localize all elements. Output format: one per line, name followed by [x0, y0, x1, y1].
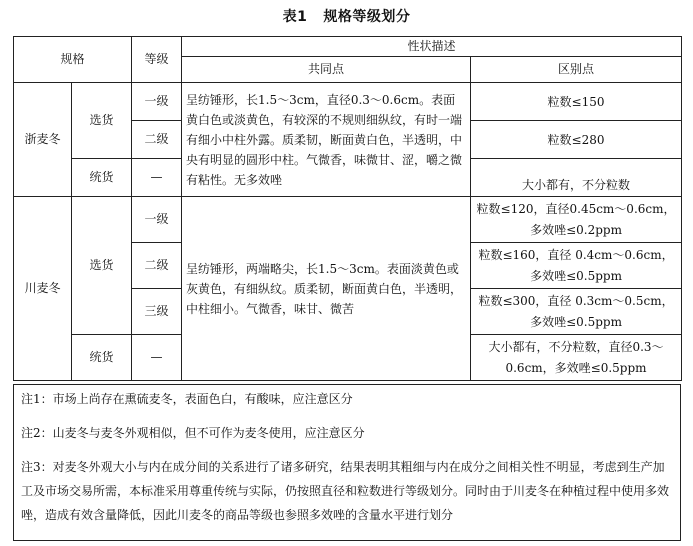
chuan-grade-2: 二级: [132, 243, 182, 289]
chuan-unsorted: 统货: [72, 335, 132, 381]
header-diff: 区别点: [471, 57, 682, 83]
note-3: 注3：对麦冬外观大小与内在成分间的关系进行了诸多研究，结果表明其粗细与内在成分之间相关性不明显，考虑到生产加工及市场交易所需，本标准采用尊重传统与实际，仍按照直径和粒数进行等级划分。同时由于川麦冬在种植过程中使用多效唑，造成有效含量降低，因此川麦冬的商品等级也参照多效唑的含量水平进行划分: [21, 460, 670, 522]
chuan-diff-2: 粒数≤160，直径 0.4cm～0.6cm，多效唑≤0.5ppm: [471, 243, 682, 289]
header-row-1: [14, 37, 682, 57]
zhe-grade-2: 二级: [132, 121, 182, 159]
chuan-grade-1: 一级: [132, 197, 182, 243]
chuan-common-traits: 呈纺锤形，两端略尖，长1.5～3cm。表面淡黄色或灰黄色，有细纵纹。质柔韧，断面黄白色，半透明，中柱细小。气微香，味甘、微苦: [182, 197, 471, 381]
chuan-selected: 选货: [72, 197, 132, 335]
zhe-selected: 选货: [72, 83, 132, 159]
chuan-grade-dash: —: [132, 335, 182, 381]
notes-box: [13, 384, 681, 541]
table-row: [14, 83, 682, 121]
grade-table: [13, 36, 682, 381]
zhe-common-traits: 呈纺锤形，长1.5～3cm，直径0.3～0.6cm。表面黄白色或淡黄色，有较深的不规则细纵纹，有时一端有细小中柱外露。质柔韧，断面黄白色，半透明，中央有明显的圆形中柱。气微香，味微甘、涩，嚼之微有粘性。无多效唑: [182, 83, 471, 197]
table-title: [0, 6, 693, 26]
zhe-grade-1: 一级: [132, 83, 182, 121]
zhe-unsorted: 统货: [72, 159, 132, 197]
table-row: [14, 197, 682, 243]
chuan-diff-3: 粒数≤300，直径 0.3cm～0.5cm，多效唑≤0.5ppm: [471, 289, 682, 335]
header-common: 共同点: [182, 57, 471, 83]
spec-zhe: 浙麦冬: [14, 83, 72, 197]
chuan-diff-1: 粒数≤120，直径0.45cm～0.6cm，多效唑≤0.2ppm: [471, 197, 682, 243]
zhe-grade-dash: —: [132, 159, 182, 197]
chuan-grade-3: 三级: [132, 289, 182, 335]
header-traits: 性状描述: [182, 37, 682, 57]
zhe-diff-2: 粒数≤280: [471, 121, 682, 159]
table-title-text: 规格等级划分: [323, 9, 411, 25]
header-spec: 规格: [14, 37, 132, 83]
zhe-diff-3: 大小都有，不分粒数: [471, 159, 682, 197]
zhe-diff-1: 粒数≤150: [471, 83, 682, 121]
note-1: 注1：市场上尚存在熏硫麦冬，表面色白，有酸味，应注意区分: [21, 392, 353, 406]
chuan-diff-4: 大小都有，不分粒数，直径0.3～0.6cm，多效唑≤0.5ppm: [471, 335, 682, 381]
table-number: 表1: [282, 9, 308, 25]
spec-chuan: 川麦冬: [14, 197, 72, 381]
header-grade: 等级: [132, 37, 182, 83]
note-2: 注2：山麦冬与麦冬外观相似，但不可作为麦冬使用，应注意区分: [21, 426, 365, 440]
